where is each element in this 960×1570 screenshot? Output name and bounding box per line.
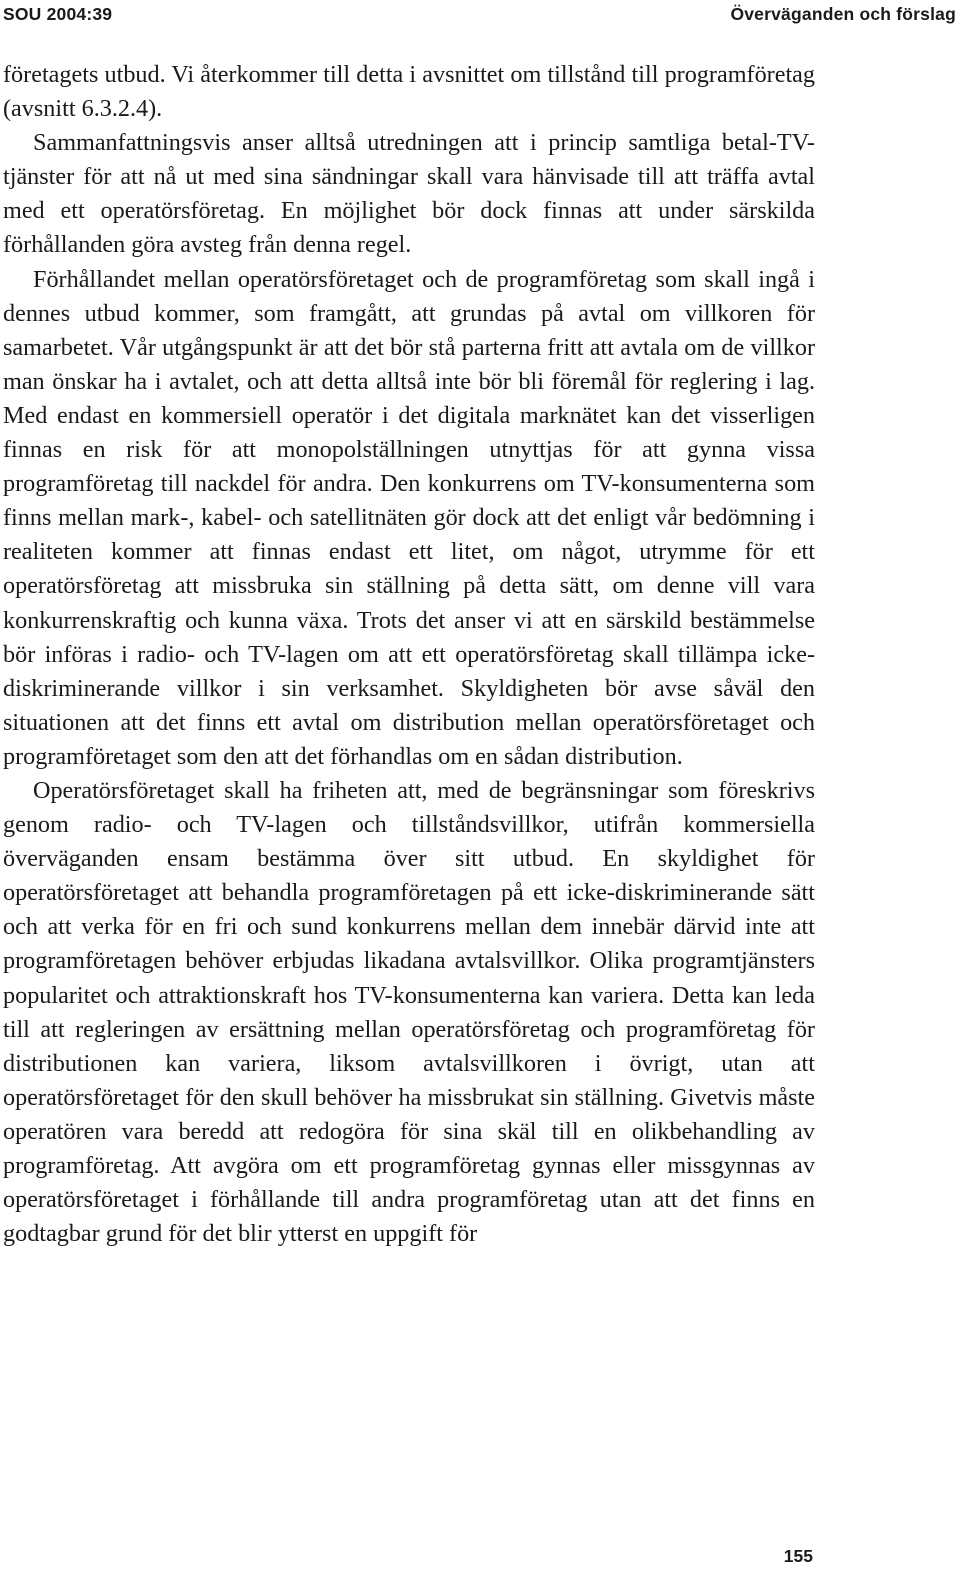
paragraph: Förhållandet mellan operatörsföretaget och de programföretag som skall ingå i dennes utbud kommer, som framgått, att grundas på avtal om villkoren för samarbetet. Vår utgångspunkt är att det bör stå parterna fritt att avtala om de villkor man önskar ha i avtalet, och att detta alltså inte bör bli föremål för reglering i lag. Med endast en kommersiell operatör i det digitala marknätet kan det visserligen finnas en risk för att monopolställningen utnyttjas för att gynna vissa programföretag till nackdel för andra. Den konkurrens om TV-konsumenterna som finns mellan mark-, kabel- och satellitnäten gör dock att det enligt vår bedömning i realiteten kommer att finnas endast ett litet, om något, utrymme för ett operatörsföretag att missbruka sin ställning på detta sätt, om denne vill vara konkurrenskraftig och kunna växa. Trots det anser vi att en särskild bestämmelse bör införas i radio- och TV-lagen om att ett operatörsföretag skall tillämpa icke-diskriminerande villkor i sin verksamhet. Skyldigheten bör avse såväl den situationen att det finns ett avtal om distribution mellan operatörsföretaget och programföretaget som den att det förhandlas om en sådan distribution.: [3, 265, 815, 770]
header-document-id: SOU 2004:39: [3, 4, 113, 24]
running-header: [3, 4, 956, 26]
paragraph: Sammanfattningsvis anser alltså utredningen att i princip samtliga betal-TV-tjänster för att nå ut med sina sändningar skall vara hänvisade till att träffa avtal med ett operatörsföretag. En möjlighet bör dock finnas att under särskilda förhållanden göra avsteg från denna regel.: [3, 129, 815, 259]
header-chapter-title: Överväganden och förslag: [730, 4, 956, 24]
paragraph-continuation: företagets utbud. Vi återkommer till detta i avsnittet om tillstånd till programföretag (avsnitt 6.3.2.4).: [3, 61, 815, 123]
body-text: [3, 58, 815, 1251]
paragraph: Operatörsföretaget skall ha friheten att, med de begränsningar som föreskrivs genom radio- och TV-lagen och tillståndsvillkor, utifrån kommersiella överväganden ensam bestämma över sitt utbud. En skyldighet för operatörsföretaget att behandla programföretagen på ett icke-diskriminerande sätt och att verka för en fri och sund konkurrens mellan dem innebär därvid inte att programföretagen behöver erbjudas likadana avtalsvillkor. Olika programtjänsters popularitet och attraktionskraft hos TV-konsumenterna kan variera. Detta kan leda till att regleringen av ersättning mellan operatörsföretag och programföretag för distributionen kan variera, liksom avtalsvillkoren i övrigt, utan att operatörsföretaget för den skull behöver ha missbrukat sin ställning. Givetvis måste operatören vara beredd att redogöra för sina skäl till en olikbehandling av programföretag. Att avgöra om ett programföretag gynnas eller missgynnas av operatörsföretaget i förhållande till andra programföretag utan att det finns en godtagbar grund för det blir ytterst en uppgift för: [3, 776, 815, 1248]
page-number: 155: [783, 1546, 813, 1566]
